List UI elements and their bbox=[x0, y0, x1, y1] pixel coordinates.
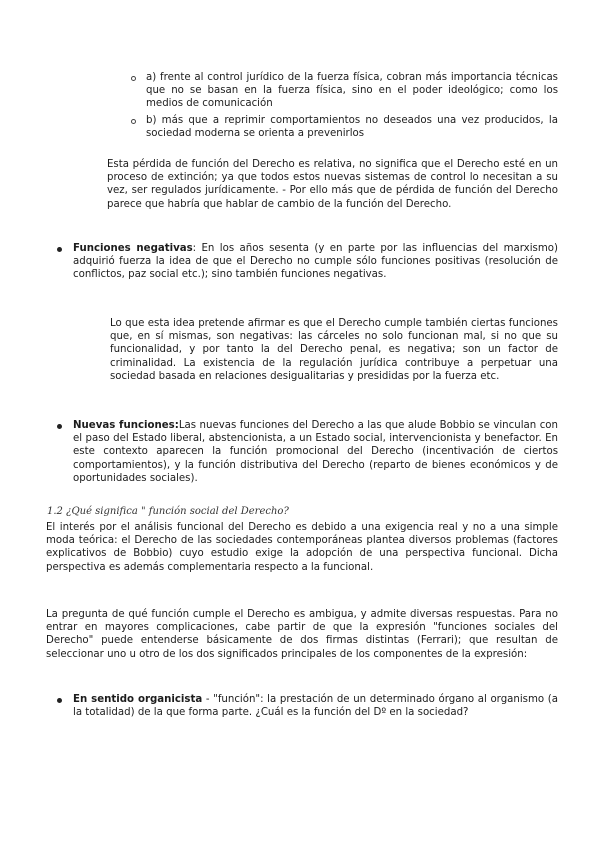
sub-item-a bbox=[146, 71, 558, 111]
circle-bullet-icon bbox=[131, 76, 136, 81]
sub-item-b bbox=[146, 114, 558, 140]
bullet-text: - "función": la prestación de un determinado órgano al organismo (a la totalidad) de la que forma parte. ¿Cuál es la función del Dº en la sociedad? bbox=[73, 694, 558, 719]
paragraph-interes: El interés por el análisis funcional del Derecho es debido a una exigencia real y no a una simple moda teórica: el Derecho de las sociedades contemporáneas plantea diversos problemas (factores explicativos de Bobbio) cuyo estudio exige la adopción de una perspectiva funcional. Dicha perspectiva es además complementaria respecto a la funcional. bbox=[46, 522, 558, 573]
bullet-funciones-negativas bbox=[73, 242, 558, 282]
bullet-icon bbox=[57, 247, 62, 252]
bullet-icon bbox=[57, 698, 62, 703]
sub-item-a-text: a) frente al control jurídico de la fuerza física, cobran más importancia técnicas que no se basan en la fuerza física, sino en el poder ideológico; como los medios de comunicación bbox=[146, 72, 558, 110]
section-heading: 1.2 ¿Qué significa " función social del Derecho? bbox=[47, 506, 289, 517]
bullet-icon bbox=[57, 424, 62, 429]
bullet-text: : En los años sesenta (y en parte por las influencias del marxismo) adquirió fuerza la idea de que el Derecho no cumple sólo funciones positivas (resolución de conflictos, paz social etc.); sino también funciones negativas. bbox=[73, 243, 558, 281]
bullet-label: Nuevas funciones: bbox=[73, 420, 179, 431]
paragraph-perdida: Esta pérdida de función del Derecho es relativa, no significa que el Derecho esté en un proceso de extinción; ya que todos estos nuevas sistemas de control lo necesitan a su vez, ser regulados jurídicamente. - Por ello más que de pérdida de función del Derecho parece que habría que hablar de cambio de la función del Derecho. bbox=[107, 159, 558, 210]
paragraph-pregunta: La pregunta de qué función cumple el Derecho es ambigua, y admite diversas respuestas. Para no entrar en mayores complicaciones, cabe partir de que la expresión "funciones sociales del Derecho" puede entenderse básicamente de dos firmas distintas (Ferrari); que resultan de seleccionar uno u otro de los dos significados principales de los componentes de la expresión: bbox=[46, 609, 558, 660]
bullet-label: Funciones negativas bbox=[73, 243, 193, 254]
bullet-text: Las nuevas funciones del Derecho a las que alude Bobbio se vinculan con el paso del Estado liberal, abstencionista, a un Estado social, intervencionista y benefactor. En este contexto aparecen la función promocional del Derecho (incentivación de ciertos comportamientos), y la función distributiva del Derecho (reparto de bienes económicos y de oportunidades sociales). bbox=[73, 420, 558, 484]
paragraph-negativas: Lo que esta idea pretende afirmar es que el Derecho cumple también ciertas funciones que, en sí mismas, son negativas: las cárceles no solo funcionan mal, si no que su funcionalidad, y por tanto la del Derecho penal, es negativa; son un factor de criminalidad. La existencia de la regulación jurídica contribuye a perpetuar una sociedad basada en relaciones desigualitarias y presididas por la fuerza etc. bbox=[110, 318, 558, 382]
sub-item-b-text: b) más que a reprimir comportamientos no deseados una vez producidos, la sociedad moderna se orienta a prevenirlos bbox=[146, 115, 558, 140]
bullet-nuevas-funciones bbox=[73, 419, 558, 485]
bullet-label: En sentido organicista bbox=[73, 694, 203, 705]
bullet-organicista bbox=[73, 693, 558, 719]
circle-bullet-icon bbox=[131, 119, 136, 124]
